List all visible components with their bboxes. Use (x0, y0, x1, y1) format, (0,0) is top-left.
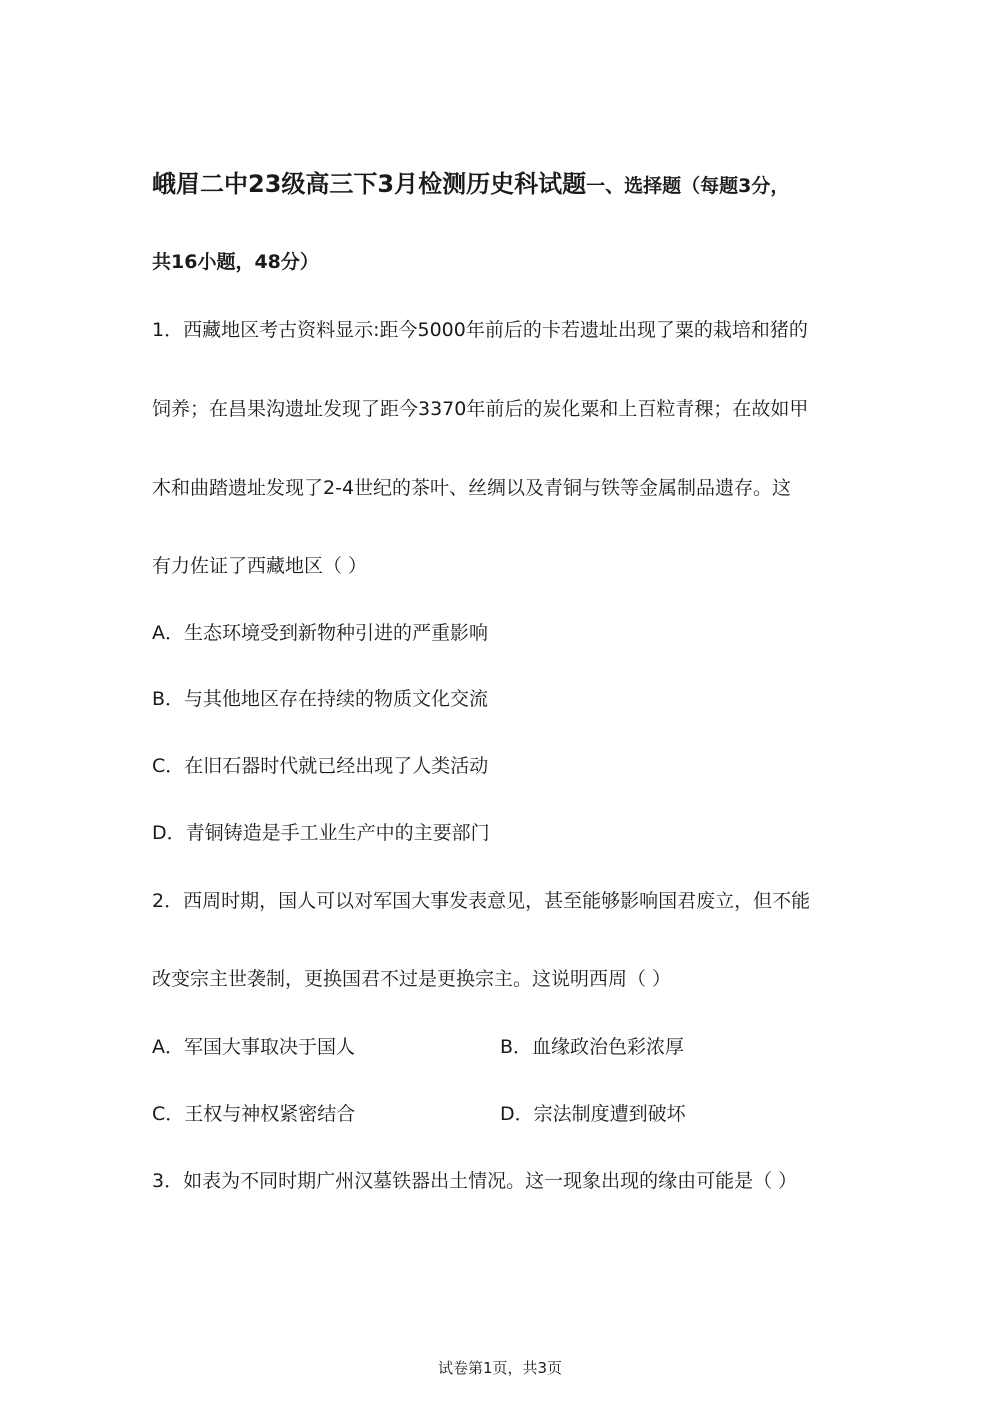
section-heading-part2: 共16小题，48分） (152, 251, 319, 273)
question-1-stem-line-1: 1．西藏地区考古资料显示:距今5000年前后的卡若遗址出现了粟的栽培和猪的 (152, 319, 808, 341)
question-2-option-d: D．宗法制度遭到破坏 (500, 1103, 686, 1125)
question-2-stem-line-1: 2．西周时期，国人可以对军国大事发表意见，甚至能够影响国君废立，但不能 (152, 890, 811, 912)
question-2-stem-line-2: 改变宗主世袭制，更换国君不过是更换宗主。这说明西周（ ） (152, 968, 672, 990)
question-2-option-c: C．王权与神权紧密结合 (152, 1103, 356, 1125)
question-1-stem-line-4: 有力佐证了西藏地区（ ） (152, 555, 368, 577)
question-3-stem-line-1: 3．如表为不同时期广州汉墓铁器出土情况。这一现象出现的缘由可能是（ ） (152, 1170, 798, 1192)
question-1-option-d: D．青铜铸造是手工业生产中的主要部门 (152, 822, 490, 844)
exam-title-main: 峨眉二中23级高三下3月检测历史科试题 (152, 170, 587, 198)
question-1-stem-line-2: 饲养；在昌果沟遗址发现了距今3370年前后的炭化粟和上百粒青稞；在故如甲 (152, 398, 809, 420)
question-2-option-a: A．军国大事取决于国人 (152, 1036, 355, 1058)
page-footer: 试卷第1页，共3页 (437, 1359, 563, 1377)
section-heading-part1: 一、选择题（每题3分， (586, 175, 790, 197)
question-1-stem-line-3: 木和曲踏遗址发现了2-4世纪的茶叶、丝绸以及青铜与铁等金属制品遗存。这 (152, 477, 792, 499)
question-2-option-b: B．血缘政治色彩浓厚 (500, 1036, 685, 1058)
question-1-option-c: C．在旧石器时代就已经出现了人类活动 (152, 755, 489, 777)
question-1-option-b: B．与其他地区存在持续的物质文化交流 (152, 688, 489, 710)
exam-title (152, 172, 789, 198)
question-1-option-a: A．生态环境受到新物种引进的严重影响 (152, 622, 488, 644)
